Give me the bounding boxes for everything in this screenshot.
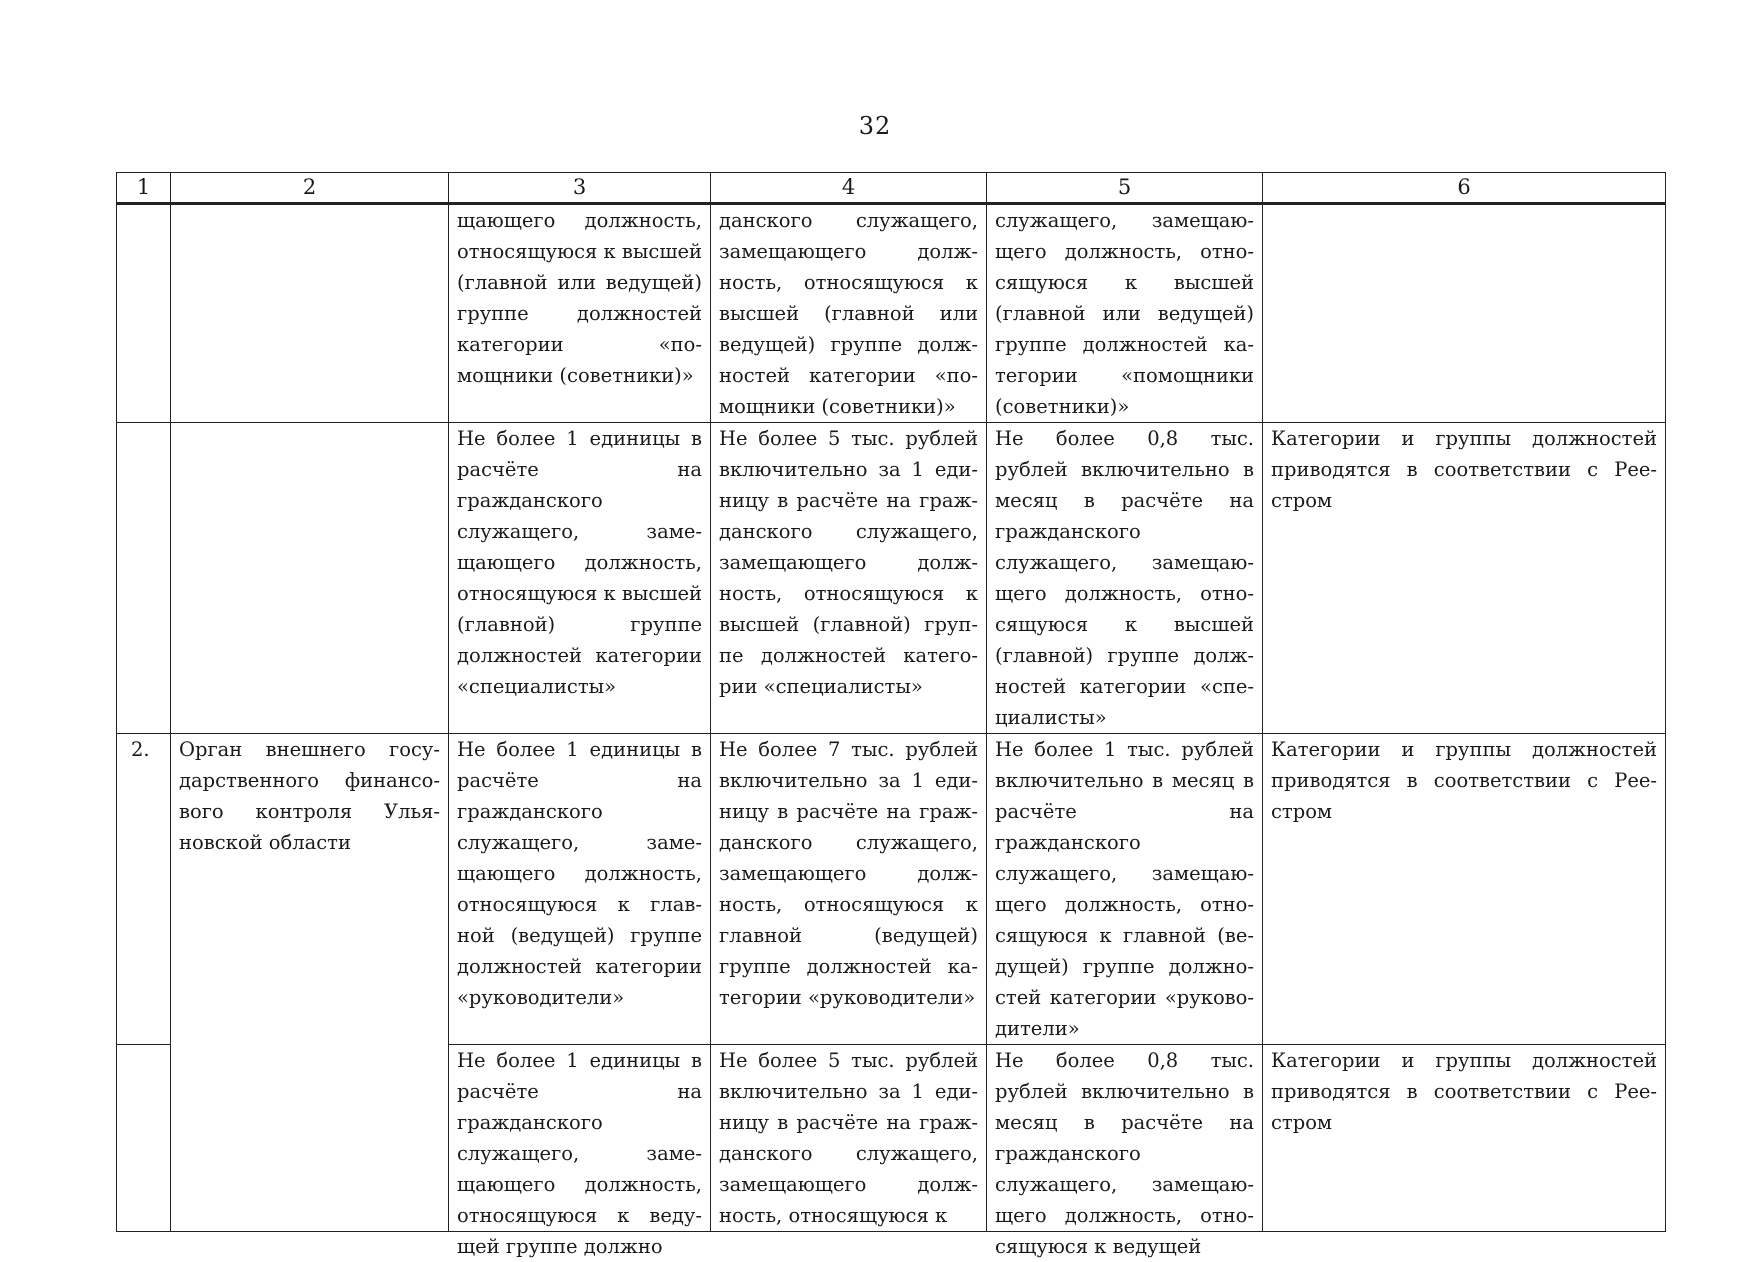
note-cell: Категории и группы должностей приводятся в соответствии с Реестром [1263,423,1666,734]
row-number-cell [117,204,171,423]
quantity-norm-cell: щающего должность, относящуюся к высшей (главной или ведущей) группе должностей категории «помощники (советники)» [449,204,711,423]
column-header: 5 [987,173,1263,204]
cell-text: Не более 1 единицы в расчёте на гражданского служащего, замещающего должность, относящуюся к ведущей группе должно [457,1049,702,1258]
column-header: 1 [117,173,171,204]
quantity-norm-cell [449,1045,711,1258]
column-header: 3 [449,173,711,204]
monthly-cost-cell: Не более 1 тыс. рублей включительно в месяц в расчёте на гражданского служащего, замещающего должность, относящуюся к главной (ведущей) группе должностей категории «руководители» [987,734,1263,1045]
row-number-cell [117,1045,171,1232]
column-header: 6 [1263,173,1666,204]
organ-name-cell [171,204,449,423]
column-number-row [117,173,1666,204]
price-norm-cell [711,1045,987,1232]
monthly-cost-cell: служащего, замещающего должность, относящуюся к высшей (главной или ведущей) группе должностей категории «помощники (советники)» [987,204,1263,423]
row-number-cell: 2. [117,734,171,1045]
column-header: 2 [171,173,449,204]
cell-text: Не более 5 тыс. рублей включительно за 1 единицу в расчёте на гражданского служащего, замещающего должность, относящуюся к [719,1049,978,1227]
quantity-norm-cell: Не более 1 единицы в расчёте на гражданского служащего, замещающего должность, относящуюся к высшей (главной) группе должностей категории «специалисты» [449,423,711,734]
price-norm-cell: данского служащего, замещающего должность, относящуюся к высшей (главной или ведущей) группе должностей категории «помощники (советники)» [711,204,987,423]
note-cell: Категории и группы должностей приводятся в соответствии с Реестром [1263,734,1666,1045]
note-cell [1263,204,1666,423]
monthly-cost-cell: Не более 0,8 тыс. рублей включительно в месяц в расчёте на гражданского служащего, замещающего должность, относящуюся к высшей (главной) группе должностей категории «специалисты» [987,423,1263,734]
table-row [117,734,1666,1045]
table-row [117,204,1666,423]
organ-name-cell [171,423,449,734]
organ-name-cell: Орган внешнего государственного финансового контроля Ульяновской области [171,734,449,1232]
norms-table [116,172,1666,1258]
page-number: 32 [858,112,892,140]
note-cell [1263,1045,1666,1232]
row-number-cell [117,423,171,734]
cell-text: Категории и группы должностей приводятся в соответствии с Реестром [1271,1049,1657,1134]
price-norm-cell: Не более 5 тыс. рублей включительно за 1 единицу в расчёте на гражданского служащего, замещающего должность, относящуюся к высшей (главной) группе должностей категории «специалисты» [711,423,987,734]
price-norm-cell: Не более 7 тыс. рублей включительно за 1 единицу в расчёте на гражданского служащего, замещающего должность, относящуюся к главной (ведущей) группе должностей категории «руководители» [711,734,987,1045]
column-header: 4 [711,173,987,204]
cell-text: Не более 0,8 тыс. рублей включительно в месяц в расчёте на гражданского служащего, замещающего должность, относящуюся к ведущей [995,1049,1254,1258]
monthly-cost-cell [987,1045,1263,1258]
quantity-norm-cell: Не более 1 единицы в расчёте на гражданского служащего, замещающего должность, относящуюся к главной (ведущей) группе должностей категории «руководители» [449,734,711,1045]
table-row [117,423,1666,734]
